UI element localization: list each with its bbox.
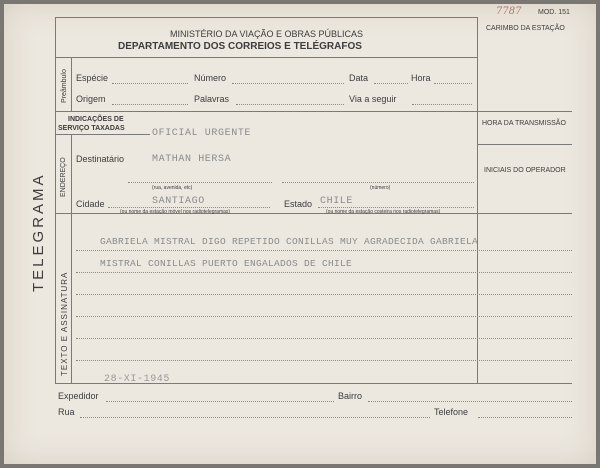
- palavras-label: Palavras: [194, 94, 230, 104]
- phone-label: Telefone: [434, 407, 469, 417]
- telegram-side-title: TELEGRAMA: [30, 172, 47, 292]
- message-line-2: MISTRAL CONILLAS PUERTO ENGALADOS DE CHILE: [100, 258, 353, 269]
- state-label: Estado: [284, 199, 313, 209]
- service-indications-label-2: SERVIÇO TAXADAS: [58, 125, 125, 132]
- city-label: Cidade: [76, 199, 105, 209]
- text-signature-label: TEXTO E ASSINATURA: [60, 271, 69, 376]
- operator-initials-label: INICIAIS DO OPERADOR: [484, 167, 566, 174]
- address-section-label: ENDEREÇO: [60, 157, 67, 197]
- preamble-section-label: Preâmbulo: [61, 69, 68, 103]
- transmission-time-label: HORA DA TRANSMISSÃO: [482, 120, 566, 127]
- recipient-label: Destinatário: [76, 154, 125, 164]
- street-hint: (rua, avenida, etc): [152, 185, 193, 191]
- service-indications-value: OFICIAL URGENTE: [152, 128, 252, 139]
- station-stamp-label: CARIMBO DA ESTAÇÃO: [486, 25, 565, 32]
- handwritten-number: 7787: [496, 6, 522, 17]
- district-label: Bairro: [338, 391, 363, 401]
- model-number: MOD. 151: [538, 9, 570, 16]
- origem-label: Origem: [76, 94, 106, 104]
- especie-label: Espécie: [76, 73, 109, 83]
- city-hint: (ou nome da estação móvel nos radiotelegramas): [120, 209, 231, 215]
- data-label: Data: [349, 73, 369, 83]
- number-hint: (número): [370, 185, 391, 191]
- city-value: SANTIAGO: [152, 196, 205, 207]
- telegram-form: [4, 4, 596, 464]
- hora-label: Hora: [411, 73, 431, 83]
- street-label: Rua: [58, 407, 75, 417]
- service-indications-label-1: INDICAÇÕES DE: [68, 116, 124, 123]
- numero-label: Número: [194, 73, 227, 83]
- state-value: CHILE: [320, 196, 354, 207]
- sender-label: Expedidor: [58, 391, 99, 401]
- via-label: Via a seguir: [349, 94, 397, 104]
- message-line-1: GABRIELA MISTRAL DIGO REPETIDO CONILLAS MUY AGRADECIDA GABRIELA: [100, 236, 479, 247]
- date-stamp: 28-XI-1945: [104, 374, 171, 385]
- state-hint: (ou nome da estação costeira nos radiotelegramas): [326, 209, 441, 215]
- ministry-title: MINISTÉRIO DA VIAÇÃO E OBRAS PÚBLICAS: [170, 29, 364, 39]
- recipient-value: MATHAN HERSA: [152, 154, 232, 165]
- department-title: DEPARTAMENTO DOS CORREIOS E TELÉGRAFOS: [118, 41, 362, 52]
